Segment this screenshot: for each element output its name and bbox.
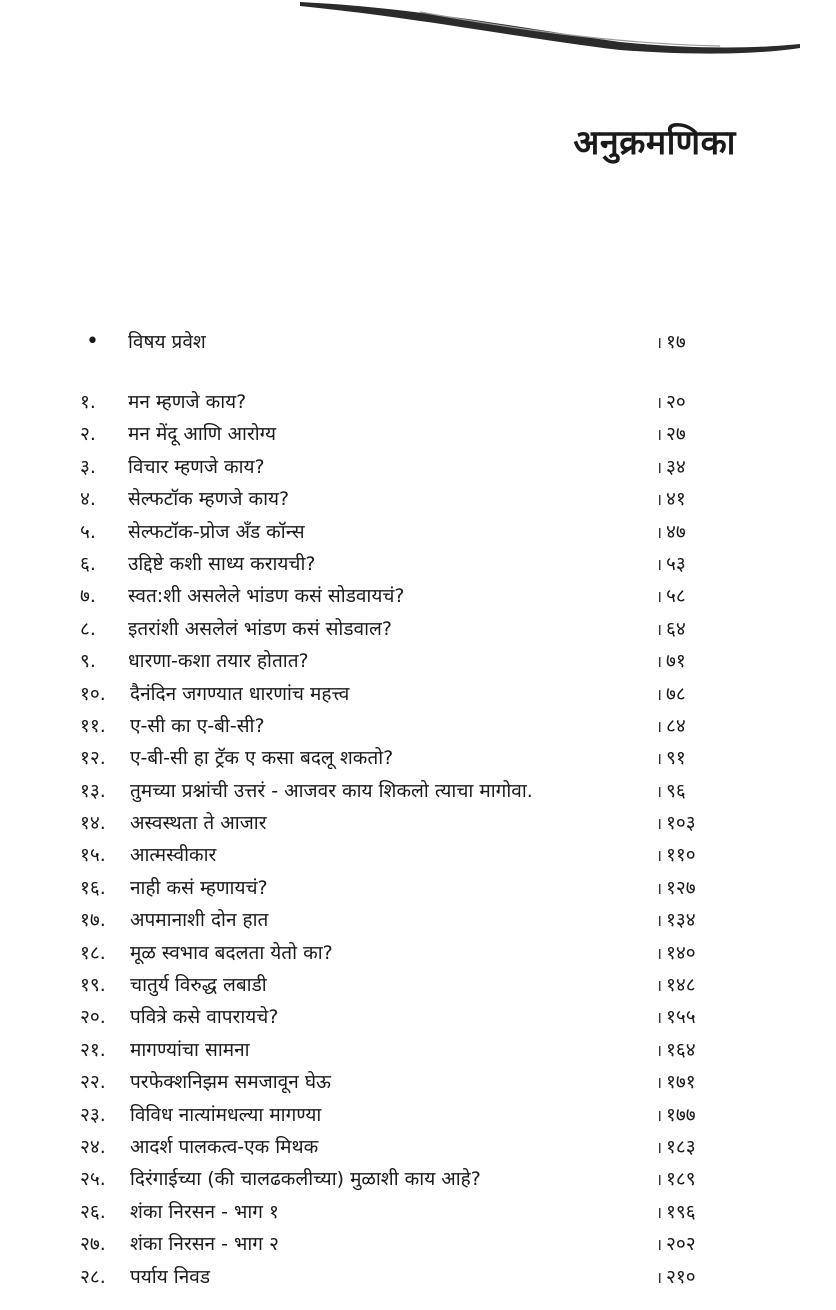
toc-entry-row[interactable] (80, 418, 720, 450)
toc-entry-title: मागण्यांचा सामना (130, 1038, 250, 1061)
toc-entry-title: पर्याय निवड (130, 1265, 210, 1288)
toc-entry-number: ३. (80, 455, 96, 478)
toc-entry-row[interactable] (80, 1131, 720, 1163)
toc-entry-title: अस्वस्थता ते आजार (130, 812, 267, 835)
toc-entry-page: । ८४ (656, 710, 686, 743)
toc-entry-row[interactable] (80, 548, 720, 580)
page-prefix: । (656, 684, 663, 704)
page-prefix: । (656, 781, 663, 801)
toc-entry-row[interactable] (80, 1001, 720, 1033)
toc-entry-page: । ७८ (656, 678, 686, 711)
page-prefix: । (656, 522, 663, 542)
toc-entry-number: २८. (80, 1265, 106, 1288)
page-prefix: । (656, 1202, 663, 1222)
toc-entry-title: शंका निरसन - भाग २ (130, 1233, 279, 1256)
toc-entry-title: मन म्हणजे काय? (128, 391, 247, 413)
toc-entry-title: उद्दिष्टे कशी साध्य करायची? (128, 552, 316, 575)
toc-entry-title: आदर्श पालकत्व-एक मिथक (130, 1135, 319, 1158)
toc-entry-page: । ९१ (656, 742, 686, 775)
toc-entry-title: अपमानाशी दोन हात (130, 909, 269, 932)
toc-entry-page: । ११० (656, 839, 696, 872)
page-prefix: । (656, 490, 663, 510)
toc-entry-page: । ४१ (656, 483, 686, 516)
toc-entry-page: । १६४ (656, 1034, 696, 1067)
toc-entry-title: विषय प्रवेश (128, 331, 206, 353)
toc-entry-number: ९. (80, 650, 96, 673)
page-prefix: । (656, 846, 663, 866)
toc-entry-title: चातुर्य विरुद्ध लबाडी (130, 974, 267, 997)
page-prefix: । (656, 1105, 663, 1125)
toc-entry-page: । १८३ (656, 1131, 696, 1164)
toc-entry-page: । १५५ (656, 1001, 696, 1034)
toc-entry-number: २७. (80, 1233, 106, 1256)
toc-entry-page: । २७ (656, 418, 686, 451)
toc-entry-title: विविध नात्यांमधल्या मागण्या (130, 1103, 322, 1126)
toc-entry-number: ७. (80, 585, 96, 608)
toc-entry-row[interactable] (80, 969, 720, 1001)
toc-entry-row[interactable] (80, 613, 720, 645)
toc-entry-row[interactable] (80, 516, 720, 548)
page-prefix: । (656, 1267, 663, 1287)
toc-entry-number: १२. (80, 747, 106, 770)
toc-entry-page: । ९६ (656, 775, 686, 808)
toc-entry-row[interactable] (80, 839, 720, 871)
toc-entry-page: । ३४ (656, 451, 686, 484)
toc-entry-row[interactable] (80, 937, 720, 969)
toc-entry-number: २६. (80, 1200, 106, 1223)
page-prefix: । (656, 393, 663, 412)
toc-entry-row[interactable] (80, 807, 720, 839)
decorative-swoosh (0, 0, 836, 70)
toc-entry-page: । १७७ (656, 1099, 696, 1132)
toc-entry-number: ४. (80, 488, 96, 511)
toc-entry-title: परफेक्शनिझम समजावून घेऊ (130, 1071, 331, 1094)
toc-entry-title: ए-बी-सी हा ट्रॅक ए कसा बदलू शकतो? (130, 747, 394, 770)
toc-entry-page: । १७ (656, 326, 686, 359)
toc-entry-number: ६. (80, 552, 96, 575)
toc-entry-page: । २०२ (656, 1228, 696, 1261)
toc-intro-row[interactable] (80, 326, 720, 362)
toc-entry-page: । १७१ (656, 1066, 696, 1099)
page-prefix: । (656, 587, 663, 607)
toc-entry-row[interactable] (80, 1099, 720, 1131)
toc-entry-title: इतरांशी असलेलं भांडण कसं सोडवाल? (128, 617, 392, 640)
toc-entry-page: । १२७ (656, 872, 696, 905)
toc-entry-title: सेल्फटॉक म्हणजे काय? (128, 488, 290, 511)
toc-entry-page: । ५८ (656, 580, 686, 613)
toc-entry-number: ११. (80, 714, 106, 737)
toc-entry-title: धारणा-कशा तयार होतात? (128, 650, 309, 673)
toc-entry-number: १४. (80, 812, 106, 835)
toc-entry-title: दिरंगाईच्या (की चालढकलीच्या) मुळाशी काय आहे? (130, 1168, 481, 1191)
page-prefix: । (656, 911, 663, 931)
spacer (80, 362, 720, 386)
page-prefix: । (656, 878, 663, 898)
toc-entry-title: आत्मस्वीकार (130, 844, 217, 867)
toc-entry-number: १८. (80, 941, 106, 964)
toc-entry-row[interactable] (80, 678, 720, 710)
toc-entry-number: २. (80, 423, 96, 446)
toc-entry-row[interactable] (80, 386, 720, 418)
toc-entry-row[interactable] (80, 775, 720, 807)
toc-entry-page: । ५३ (656, 548, 686, 581)
toc-entry-title: ए-सी का ए-बी-सी? (130, 714, 265, 737)
toc-entry-title: शंका निरसन - भाग १ (130, 1200, 279, 1223)
toc-entry-title: तुमच्या प्रश्नांची उत्तरं - आजवर काय शिकलो त्याचा मागोवा. (130, 779, 533, 802)
toc-entry-row[interactable] (80, 483, 720, 515)
toc-entry-title: स्वत:शी असलेले भांडण कसं सोडवायचं? (128, 585, 405, 608)
toc-entry-number: १. (80, 391, 96, 413)
toc-entry-row[interactable] (80, 742, 720, 774)
page-prefix: । (656, 457, 663, 477)
toc-entry-page: । १३४ (656, 904, 696, 937)
toc-entry-page: । ४७ (656, 516, 686, 549)
page-prefix: । (656, 425, 663, 445)
toc-entry-number: ५. (80, 520, 96, 543)
table-of-contents (80, 326, 720, 1293)
toc-entry-number: १३. (80, 779, 106, 802)
toc-entry-number: १७. (80, 909, 106, 932)
toc-entry-row[interactable] (80, 1261, 720, 1293)
page-prefix: । (656, 814, 663, 834)
toc-entry-row[interactable] (80, 1163, 720, 1195)
toc-entry-row[interactable] (80, 1034, 720, 1066)
toc-entry-page: । १४० (656, 937, 696, 970)
toc-entry-row[interactable] (80, 451, 720, 483)
toc-entry-number: २५. (80, 1168, 106, 1191)
toc-entry-number: ८. (80, 617, 96, 640)
toc-entry-row[interactable] (80, 1228, 720, 1260)
toc-entry-number: २१. (80, 1038, 106, 1061)
page-prefix: । (656, 1170, 663, 1190)
toc-entry-title: दैनंदिन जगण्यात धारणांच महत्त्व (130, 682, 350, 705)
page-prefix: । (656, 554, 663, 574)
toc-entry-page: । २० (656, 386, 686, 419)
toc-entry-page: । १०३ (656, 807, 696, 840)
toc-entry-title: मन मेंदू आणि आरोग्य (128, 423, 277, 446)
toc-entry-number: १०. (80, 682, 106, 705)
toc-entry-title: विचार म्हणजे काय? (128, 455, 265, 478)
toc-entry-row[interactable] (80, 1196, 720, 1228)
page-prefix: । (656, 976, 663, 996)
page-prefix: । (656, 1137, 663, 1157)
page-prefix: । (656, 1235, 663, 1255)
toc-entry-title: पवित्रे कसे वापरायचे? (130, 1006, 279, 1029)
toc-entry-row[interactable] (80, 904, 720, 936)
page-prefix: । (656, 1040, 663, 1060)
page-prefix: । (656, 619, 663, 639)
toc-entry-row[interactable] (80, 872, 720, 904)
toc-entry-row[interactable] (80, 710, 720, 742)
toc-entry-number: १६. (80, 876, 106, 899)
page-prefix: । (656, 943, 663, 963)
toc-entry-number: २३. (80, 1103, 106, 1126)
toc-entry-number: १५. (80, 844, 106, 867)
toc-entry-page: । १९६ (656, 1196, 696, 1229)
toc-entry-number: २२. (80, 1071, 106, 1094)
page-prefix: । (656, 652, 663, 672)
toc-entry-page: । ६४ (656, 613, 686, 646)
toc-entry-title: सेल्फटॉक-प्रोज अँड कॉन्स (128, 520, 305, 543)
bullet-icon: • (86, 329, 99, 354)
toc-entry-page: । ७१ (656, 645, 686, 678)
page-title: अनुक्रमणिका (573, 123, 736, 163)
toc-entry-page: । २१० (656, 1261, 696, 1294)
toc-entry-row[interactable] (80, 580, 720, 612)
toc-entry-title: नाही कसं म्हणायचं? (130, 876, 268, 899)
toc-entry-title: मूळ स्वभाव बदलता येतो का? (130, 941, 333, 964)
toc-entry-page: । १४८ (656, 969, 696, 1002)
toc-entry-number: २०. (80, 1006, 106, 1029)
page-prefix: । (656, 1008, 663, 1028)
page-prefix: । (656, 716, 663, 736)
toc-entry-number: २४. (80, 1135, 106, 1158)
toc-entry-page: । १८९ (656, 1163, 696, 1196)
page-prefix: । (656, 1073, 663, 1093)
toc-entry-row[interactable] (80, 645, 720, 677)
page-prefix: । (656, 333, 663, 352)
toc-entry-number: १९. (80, 974, 106, 997)
page-prefix: । (656, 749, 663, 769)
toc-entry-row[interactable] (80, 1066, 720, 1098)
